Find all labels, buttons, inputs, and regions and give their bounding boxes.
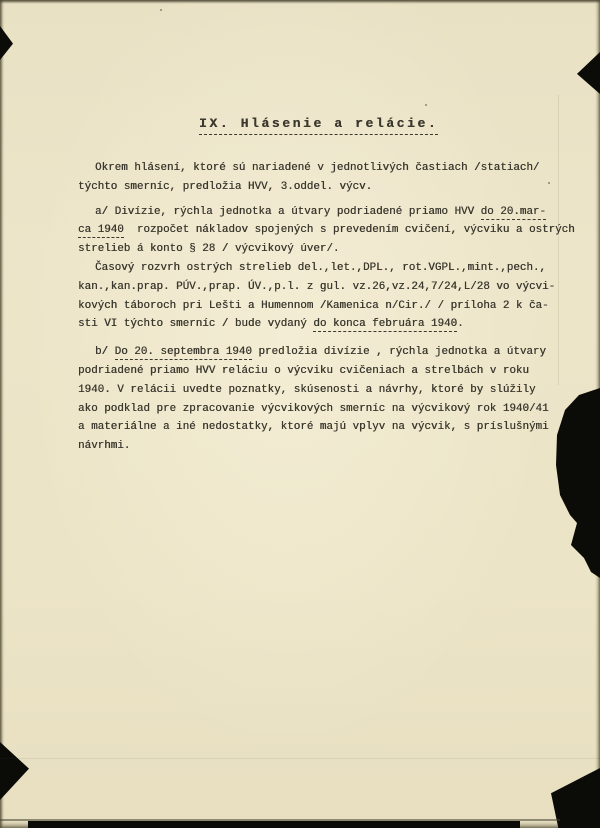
underlined-text: do konca februára 1940	[313, 318, 458, 331]
scan-artifact-corner-top-right	[577, 52, 600, 94]
text-segment: sti VI týchto smerníc / bude vydaný	[78, 318, 314, 331]
scan-artifact-corner-top-left	[0, 26, 13, 60]
text-segment: Okrem hlásení, ktoré sú nariadené v jednotlivých častiach /statiach/	[95, 162, 540, 174]
text-line	[78, 437, 563, 456]
paragraph	[78, 343, 563, 456]
underlined-text: Do 20. septembra 1940	[114, 346, 252, 359]
text-segment: b/	[95, 346, 115, 359]
text-segment: návrhmi.	[78, 440, 131, 453]
dust-speck	[425, 104, 427, 106]
scan-artifact-corner-bottom-left	[0, 742, 29, 800]
text-line	[78, 297, 563, 316]
text-line	[78, 400, 563, 419]
text-line	[78, 221, 575, 240]
text-segment: kových táboroch pri Lešti a Humennom /Kamenica n/Cir./ / príloha 2 k ča-	[78, 299, 549, 312]
text-segment: ako podklad pre zpracovanie výcvikových smerníc na výcvikový rok 1940/41	[78, 402, 549, 415]
text-line	[78, 178, 563, 197]
text-line	[78, 159, 563, 178]
paper-crease	[0, 758, 600, 759]
text-segment: týchto smerníc, predložia HVV, 3.oddel. výcv.	[78, 180, 373, 193]
paragraph	[78, 159, 563, 197]
text-segment: Časový rozvrh ostrých strelieb del.,let.,DPL., rot.VGPL.,mint.,pech.,	[95, 261, 546, 274]
document-title: IX. Hlásenie a relácie.	[199, 116, 438, 135]
paper-crease	[558, 95, 559, 385]
text-segment: a materiálne a iné nedostatky, ktoré majú vplyv na výcvik, s príslušnými	[78, 421, 549, 434]
text-line	[78, 362, 563, 381]
document-body	[78, 159, 575, 456]
text-segment: a/ Divízie, rýchla jednotka a útvary podriadené priamo HVV	[95, 205, 481, 218]
dust-speck	[160, 9, 162, 11]
text-line	[78, 315, 563, 334]
text-line	[78, 343, 563, 362]
text-line	[78, 240, 563, 259]
text-segment: podriadené priamo HVV reláciu o výcviku cvičeniach a strelbách v roku	[78, 364, 529, 377]
text-segment: kan.,kan.prap. PÚV.,prap. ÚV.,p.l. z gul. vz.26,vz.24,7/24,L/28 vo výcvi-	[78, 280, 556, 293]
text-line	[78, 259, 563, 278]
underlined-text: do 20.mar-	[480, 205, 546, 218]
text-segment: rozpočet nákladov spojených s prevedením cvičení, výcviku a ostrých	[123, 224, 575, 237]
text-segment: predložia divízie , rýchla jednotka a útvary	[251, 346, 546, 359]
text-segment: strelieb á konto § 28 / výcvikový úver/.	[78, 243, 340, 256]
text-line	[78, 203, 563, 222]
text-line	[78, 418, 563, 437]
dust-speck	[548, 182, 550, 184]
text-segment: .	[457, 318, 464, 331]
paragraph	[78, 259, 563, 334]
underlined-text: ca 1940	[78, 224, 124, 237]
paragraph	[78, 203, 575, 259]
text-line	[78, 278, 563, 297]
text-segment: 1940. V relácii uvedte poznatky, skúsenosti a návrhy, ktoré by slúžily	[78, 383, 536, 396]
text-line	[78, 381, 563, 400]
scan-artifact-bottom-strip	[28, 821, 520, 828]
